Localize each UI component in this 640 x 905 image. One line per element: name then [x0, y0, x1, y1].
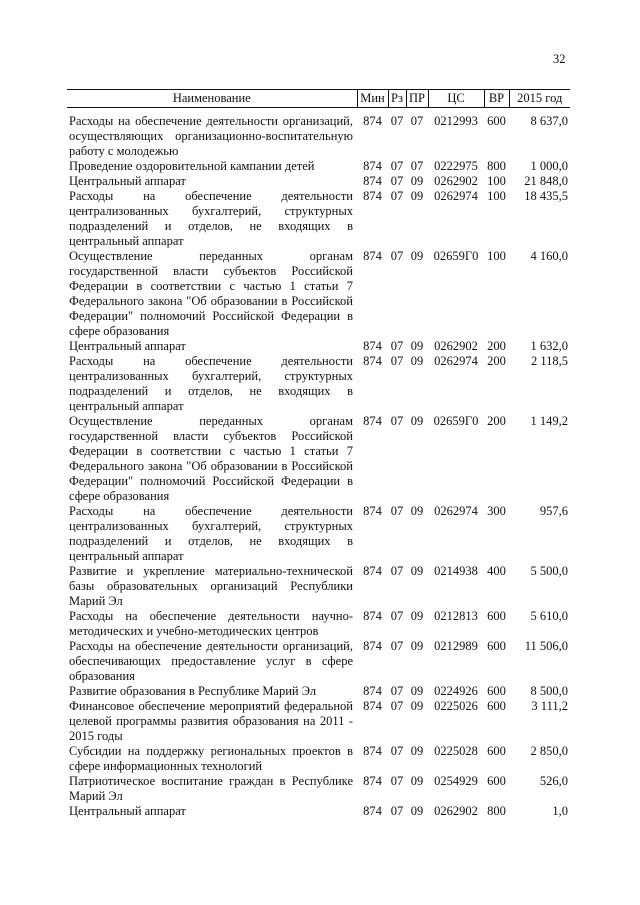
cell-min: 874 — [363, 189, 382, 203]
table-row — [67, 249, 570, 339]
cell-name: Проведение оздоровительной кампании детей — [69, 159, 315, 173]
cell-rz: 07 — [390, 189, 404, 203]
cell-rz: 07 — [390, 174, 404, 188]
cell-cs: 0262902 — [434, 174, 478, 188]
cell-vr: 800 — [487, 804, 506, 818]
cell-cs: 0214938 — [434, 564, 478, 578]
cell-pr: 09 — [410, 354, 424, 368]
cell-name: Финансовое обеспечение мероприятий федеральной целевой программы развития образования на 2011 - 2015 годы — [69, 699, 353, 743]
table-row — [67, 684, 570, 699]
cell-rz: 07 — [390, 699, 404, 713]
cell-amount: 2 118,5 — [530, 354, 568, 368]
cell-vr: 600 — [487, 744, 506, 758]
cell-cs: 02659Г0 — [433, 249, 479, 263]
header-vr: ВР — [484, 90, 509, 108]
cell-rz: 07 — [390, 684, 404, 698]
cell-vr: 200 — [487, 354, 506, 368]
cell-cs: 0212813 — [434, 609, 478, 623]
cell-rz: 07 — [390, 249, 404, 263]
cell-pr: 09 — [410, 504, 424, 518]
cell-pr: 09 — [410, 189, 424, 203]
cell-min: 874 — [363, 339, 382, 353]
header-name: Наименование — [67, 90, 357, 108]
budget-table — [67, 89, 570, 819]
cell-rz: 07 — [390, 804, 404, 818]
page-number: 32 — [553, 52, 566, 66]
header-cs: ЦС — [428, 90, 484, 108]
cell-vr: 600 — [487, 114, 506, 128]
cell-amount: 8 637,0 — [530, 114, 568, 128]
cell-pr: 07 — [410, 114, 424, 128]
cell-min: 874 — [363, 249, 382, 263]
table-body — [67, 108, 570, 820]
cell-vr: 100 — [487, 174, 506, 188]
cell-pr: 09 — [410, 339, 424, 353]
cell-cs: 0262974 — [434, 189, 478, 203]
cell-min: 874 — [363, 639, 382, 653]
cell-rz: 07 — [390, 159, 404, 173]
cell-name: Расходы на обеспечение деятельности централизованных бухгалтерий, структурных подразделений и отделов, не входящих в центральный аппарат — [69, 354, 353, 413]
cell-pr: 09 — [410, 249, 424, 263]
cell-vr: 200 — [487, 339, 506, 353]
cell-pr: 09 — [410, 564, 424, 578]
cell-rz: 07 — [390, 774, 404, 788]
cell-amount: 3 111,2 — [531, 699, 568, 713]
cell-min: 874 — [363, 564, 382, 578]
table-row — [67, 744, 570, 774]
cell-vr: 600 — [487, 699, 506, 713]
cell-rz: 07 — [390, 639, 404, 653]
cell-min: 874 — [363, 744, 382, 758]
cell-pr: 09 — [410, 684, 424, 698]
table-row — [67, 804, 570, 819]
table-row — [67, 108, 570, 160]
cell-vr: 600 — [487, 684, 506, 698]
cell-pr: 07 — [410, 159, 424, 173]
table-row — [67, 159, 570, 174]
cell-cs: 0262902 — [434, 339, 478, 353]
cell-pr: 09 — [410, 639, 424, 653]
cell-cs: 0262974 — [434, 504, 478, 518]
table-row — [67, 174, 570, 189]
cell-amount: 4 160,0 — [530, 249, 568, 263]
cell-pr: 09 — [410, 609, 424, 623]
cell-min: 874 — [363, 114, 382, 128]
cell-cs: 0225026 — [434, 699, 478, 713]
cell-rz: 07 — [390, 114, 404, 128]
cell-vr: 400 — [487, 564, 506, 578]
cell-amount: 957,6 — [539, 504, 568, 518]
table-row — [67, 354, 570, 414]
cell-rz: 07 — [390, 414, 404, 428]
cell-vr: 600 — [487, 609, 506, 623]
cell-name: Патриотическое воспитание граждан в Республике Марий Эл — [69, 774, 353, 803]
cell-vr: 800 — [487, 159, 506, 173]
cell-cs: 02659Г0 — [433, 414, 479, 428]
cell-vr: 600 — [487, 639, 506, 653]
cell-cs: 0254929 — [434, 774, 478, 788]
table-row — [67, 564, 570, 609]
cell-amount: 11 506,0 — [524, 639, 568, 653]
cell-cs: 0262974 — [434, 354, 478, 368]
cell-min: 874 — [363, 699, 382, 713]
cell-vr: 100 — [487, 249, 506, 263]
cell-min: 874 — [363, 354, 382, 368]
cell-name: Расходы на обеспечение деятельности централизованных бухгалтерий, структурных подразделений и отделов, не входящих в центральный аппарат — [69, 189, 353, 248]
cell-cs: 0222975 — [434, 159, 478, 173]
cell-amount: 8 500,0 — [530, 684, 568, 698]
cell-rz: 07 — [390, 744, 404, 758]
cell-amount: 18 435,5 — [524, 189, 568, 203]
cell-amount: 5 610,0 — [530, 609, 568, 623]
cell-name: Развитие и укрепление материально-технической базы образовательных организаций Республики Марий Эл — [69, 564, 353, 608]
cell-cs: 0262902 — [434, 804, 478, 818]
cell-name: Расходы на обеспечение деятельности организаций, осуществляющих организационно-воспитательную работу с молодежью — [69, 114, 353, 158]
cell-pr: 09 — [410, 804, 424, 818]
cell-name: Осуществление переданных органам государственной власти субъектов Российской Федерации в соответствии с частью 1 статьи 7 Федерального закона "Об образовании в Российской Федерации" полномочий Российской Федерации в сфере образования — [69, 249, 353, 338]
cell-vr: 600 — [487, 774, 506, 788]
cell-cs: 0212993 — [434, 114, 478, 128]
cell-name: Центральный аппарат — [69, 339, 186, 353]
header-min: Мин — [357, 90, 388, 108]
table-row — [67, 774, 570, 804]
cell-name: Осуществление переданных органам государственной власти субъектов Российской Федерации в соответствии с частью 1 статьи 7 Федерального закона "Об образовании в Российской Федерации" полномочий Российской Федерации в сфере образования — [69, 414, 353, 503]
cell-pr: 09 — [410, 414, 424, 428]
cell-rz: 07 — [390, 564, 404, 578]
cell-min: 874 — [363, 609, 382, 623]
cell-amount: 1 632,0 — [530, 339, 568, 353]
cell-rz: 07 — [390, 504, 404, 518]
cell-cs: 0225028 — [434, 744, 478, 758]
cell-amount: 5 500,0 — [530, 564, 568, 578]
header-year: 2015 год — [509, 90, 570, 108]
cell-rz: 07 — [390, 339, 404, 353]
table-row — [67, 699, 570, 744]
cell-amount: 526,0 — [539, 774, 568, 788]
table-row — [67, 609, 570, 639]
cell-name: Субсидии на поддержку региональных проектов в сфере информационных технологий — [69, 744, 353, 773]
cell-min: 874 — [363, 774, 382, 788]
cell-amount: 21 848,0 — [524, 174, 568, 188]
cell-amount: 1 000,0 — [530, 159, 568, 173]
header-pr: ПР — [406, 90, 428, 108]
cell-pr: 09 — [410, 744, 424, 758]
cell-cs: 0212989 — [434, 639, 478, 653]
cell-name: Расходы на обеспечение деятельности централизованных бухгалтерий, структурных подразделений и отделов, не входящих в центральный аппарат — [69, 504, 353, 563]
table-row — [67, 639, 570, 684]
cell-vr: 200 — [487, 414, 506, 428]
cell-rz: 07 — [390, 609, 404, 623]
cell-name: Центральный аппарат — [69, 174, 186, 188]
cell-amount: 2 850,0 — [530, 744, 568, 758]
cell-name: Расходы на обеспечение деятельности организаций, обеспечивающих предоставление услуг в сфере образования — [69, 639, 353, 683]
cell-min: 874 — [363, 684, 382, 698]
cell-amount: 1 149,2 — [530, 414, 568, 428]
cell-min: 874 — [363, 504, 382, 518]
cell-amount: 1,0 — [552, 804, 568, 818]
cell-name: Развитие образования в Республике Марий Эл — [69, 684, 317, 698]
cell-pr: 09 — [410, 174, 424, 188]
header-rz: Рз — [388, 90, 406, 108]
cell-vr: 300 — [487, 504, 506, 518]
cell-vr: 100 — [487, 189, 506, 203]
cell-name: Расходы на обеспечение деятельности научно-методических и учебно-методических центров — [69, 609, 353, 638]
table-row — [67, 504, 570, 564]
cell-name: Центральный аппарат — [69, 804, 186, 818]
cell-min: 874 — [363, 804, 382, 818]
cell-pr: 09 — [410, 699, 424, 713]
cell-min: 874 — [363, 414, 382, 428]
table-row — [67, 414, 570, 504]
table-header — [67, 90, 570, 108]
table-row — [67, 189, 570, 249]
table-row — [67, 339, 570, 354]
cell-min: 874 — [363, 174, 382, 188]
cell-rz: 07 — [390, 354, 404, 368]
cell-pr: 09 — [410, 774, 424, 788]
cell-cs: 0224926 — [434, 684, 478, 698]
cell-min: 874 — [363, 159, 382, 173]
